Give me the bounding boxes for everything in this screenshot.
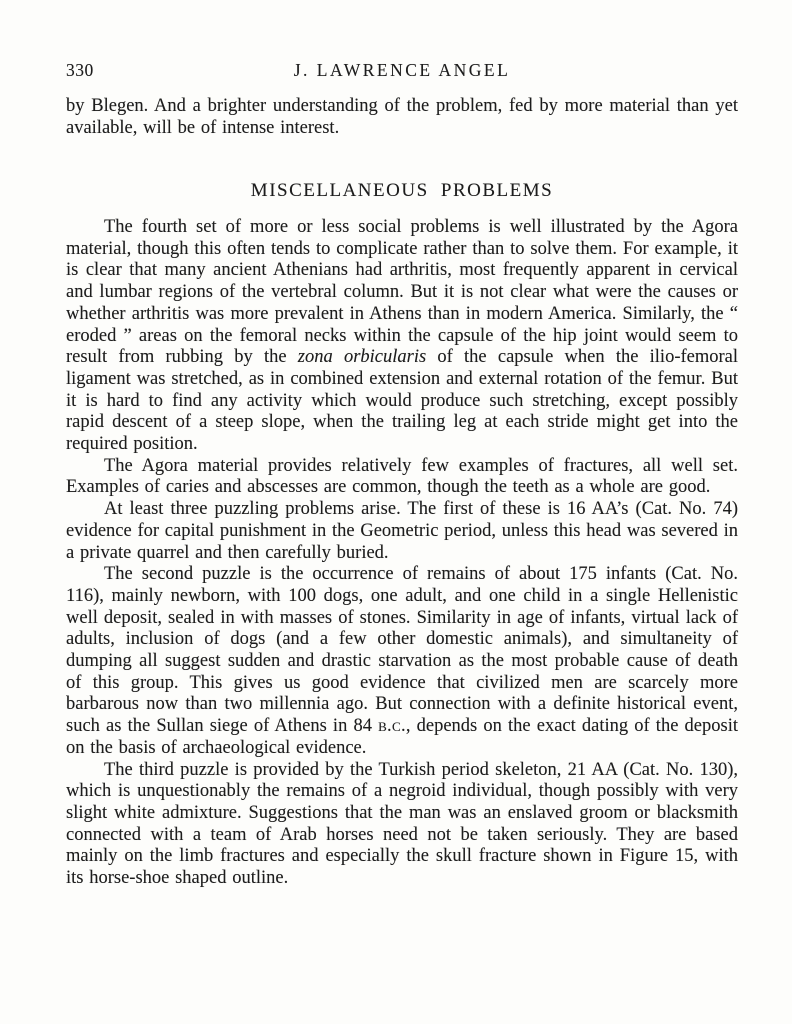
text-segment: b.c. (378, 716, 406, 737)
text-segment: The second puzzle is the occurrence of remains of about 175 infants (Cat. No. 116), mainly newborn, with 100 dogs, one adult, and one child in a single Hellenistic well deposit, sealed in with masses of stones. Similarity in age of infants, virtual lack of adults, inclusion of dogs (and a few other domestic animals), and simultaneity of dumping all suggest sudden and drastic starvation as the most probable cause of death of this group. This gives us good evidence that civilized men are scarcely more barbarous now than two millennia ago. But connection with a definite historical event, such as the Sullan siege of Athens in 84 (66, 564, 738, 737)
text-segment: by Blegen. And a brighter understanding of the problem, fed by more material than yet available, will be of intense interest. (66, 96, 738, 138)
text-segment: The fourth set of more or less social problems is well illustrated by the Agora material, though this often tends to complicate rather than to solve them. For example, it is clear that many ancient Athenians had arthritis, most frequently apparent in cervical and lumbar regions of the vertebral column. But it is not clear what were the causes or whether arthritis was more prevalent in Athens than in modern America. Similarly, the “ eroded ” areas on the femoral necks within the capsule of the hip joint would seem to result from rubbing by the (66, 217, 738, 368)
body-paragraph-1 (66, 217, 738, 456)
section-body (66, 217, 738, 890)
section-heading: MISCELLANEOUS PROBLEMS (250, 180, 554, 201)
continuation-paragraph (66, 96, 738, 139)
text-segment: At least three puzzling problems arise. The first of these is 16 AA’s (Cat. No. 74) evidence for capital punishment in the Geometric period, unless this head was severed in a private quarrel and then carefully buried. (66, 499, 739, 563)
running-head: J. LAWRENCE ANGEL (293, 60, 511, 80)
body-paragraph-2 (66, 456, 738, 499)
text-segment: of the capsule when the ilio-femoral ligament was stretched, as in combined extension and external rotation of the femur. But it is hard to find any activity which would produce such stretching, except possibly rapid descent of a steep slope, when the trailing leg at each stride might get into the required position. (66, 347, 739, 455)
page-number: 330 (66, 60, 94, 80)
text-segment: The Agora material provides relatively few examples of fractures, all well set. Examples of caries and abscesses are common, though the teeth as a whole are good. (66, 455, 738, 498)
text-segment: , depends on the exact dating of the deposit on the basis of archaeological evidence. (66, 716, 738, 758)
text-segment: The third puzzle is provided by the Turkish period skeleton, 21 AA (Cat. No. 130), which is unquestionably the remains of a negroid individual, though possibly with very slight white admixture. Suggestions that the man was an enslaved groom or blacksmith connected with a team of Arab horses need not be taken seriously. They are based mainly on the limb fractures and especially the skull fracture shown in Figure 15, with its horse-shoe shaped outline. (66, 759, 738, 889)
text-segment: zona orbicularis (297, 347, 427, 368)
body-paragraph-5 (66, 760, 738, 890)
body-paragraph-4 (66, 564, 738, 759)
page-header (66, 60, 738, 80)
body-paragraph-3 (66, 499, 738, 564)
